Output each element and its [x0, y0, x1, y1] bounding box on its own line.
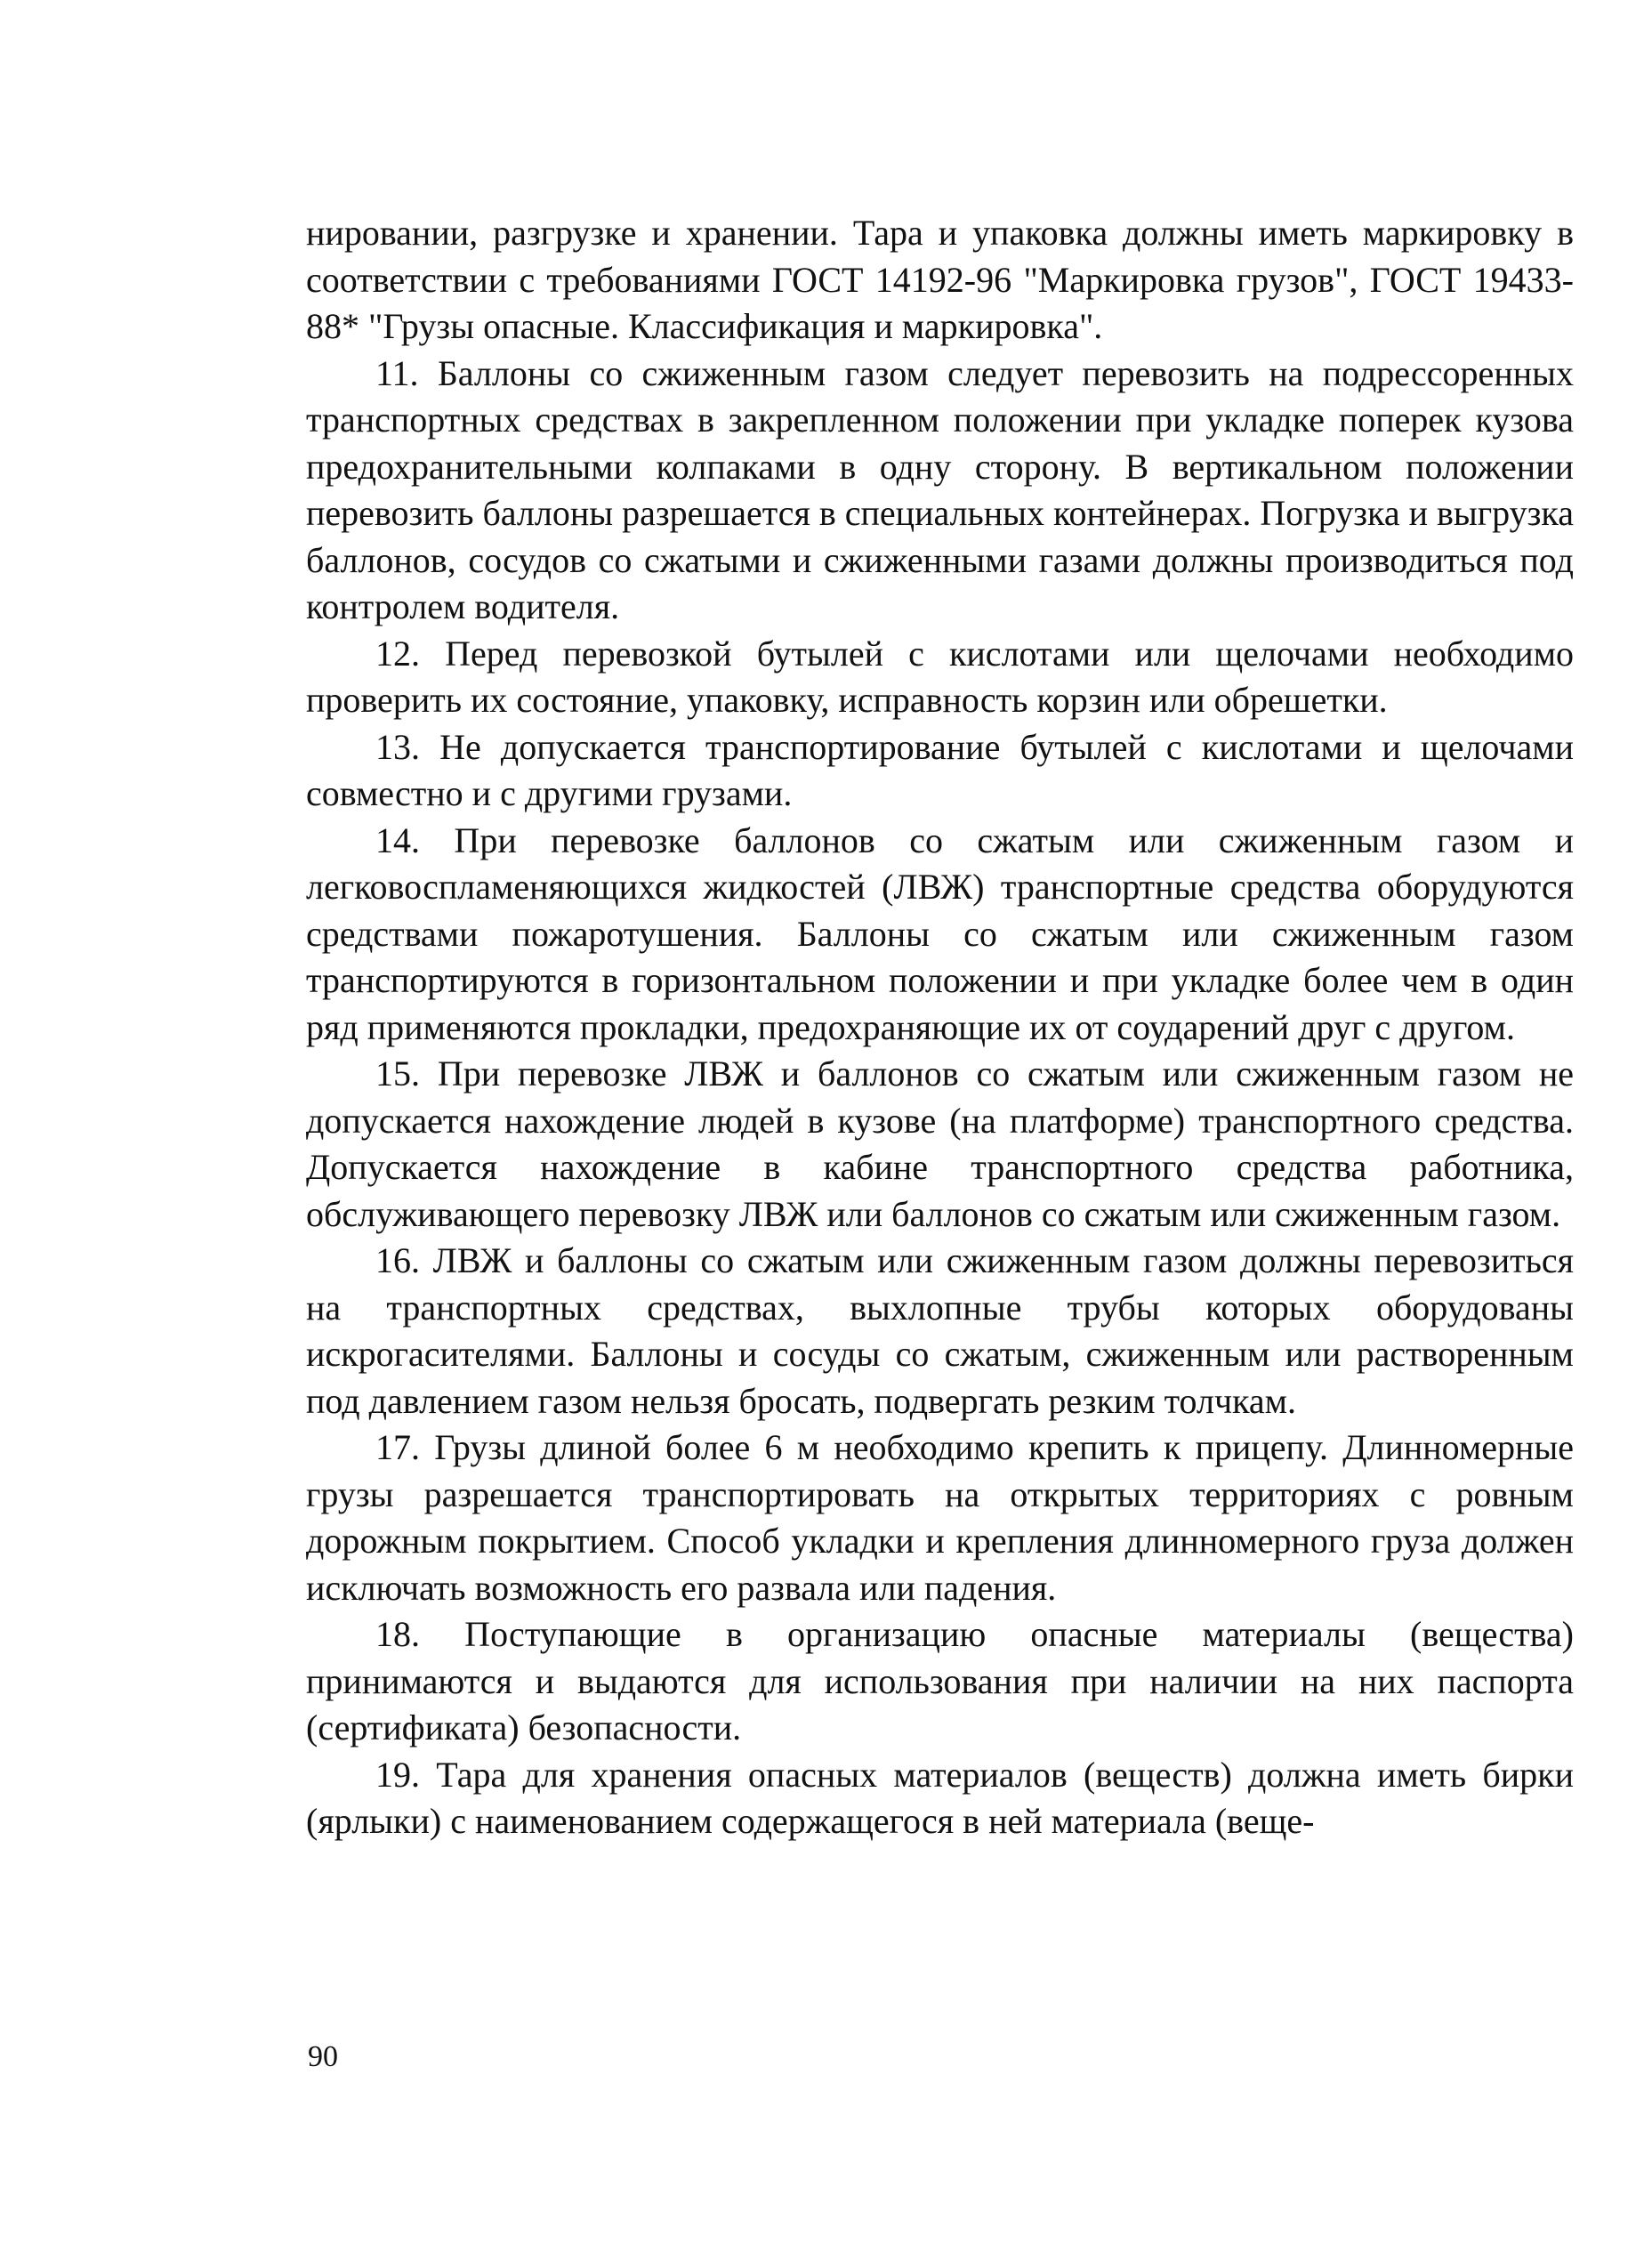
- paragraph-19: 19. Тара для хранения опасных материалов (веществ) должна иметь бирки (ярлыки) с наименованием содержащегося в ней материала (веще-: [306, 1754, 1574, 1841]
- paragraph-continuation: нировании, разгрузке и хранении. Тара и упаковка должны иметь маркировку в соответствии с требованиями ГОСТ 14192-96 "Маркировка грузов", ГОСТ 19433-88* "Грузы опасные. Классификация и маркировка".: [306, 213, 1574, 346]
- paragraph-17: 17. Грузы длиной более 6 м необходимо крепить к прицепу. Длинномерные грузы разрешается транспортировать на открытых территориях с ровным дорожным покрытием. Способ укладки и крепления длинномерного груза должен исключать возможность его развала или падения.: [306, 1427, 1574, 1608]
- page-number: 90: [308, 2040, 338, 2073]
- paragraph-18: 18. Поступающие в организацию опасные материалы (вещества) принимаются и выдаются для использования при наличии на них паспорта (сертификата) безопасности.: [306, 1614, 1574, 1747]
- body-text: [306, 210, 1574, 1845]
- paragraph-15: 15. При перевозке ЛВЖ и баллонов со сжатым или сжиженным газом не допускается нахождение людей в кузове (на платформе) транспортного средства. Допускается нахождение в кабине транспортного средства работника, обслуживающего перевозку ЛВЖ или баллонов со сжатым или сжиженным газом.: [306, 1053, 1574, 1234]
- paragraph-13: 13. Не допускается транспортирование бутылей с кислотами и щелочами совместно и с другими грузами.: [306, 726, 1574, 813]
- paragraph-14: 14. При перевозке баллонов со сжатым или сжиженным газом и легковоспламеняющихся жидкостей (ЛВЖ) транспортные средства оборудуются средствами пожаротушения. Баллоны со сжатым или сжиженным газом транспортируются в горизонтальном положении и при укладке более чем в один ряд применяются прокладки, предохраняющие их от соударений друг с другом.: [306, 819, 1574, 1047]
- paragraph-11: 11. Баллоны со сжиженным газом следует перевозить на подрессоренных транспортных средствах в закрепленном положении при укладке поперек кузова предохранительными колпаками в одну сторону. В вертикальном положении перевозить баллоны разрешается в специальных контейнерах. Погрузка и выгрузка баллонов, сосудов со сжатыми и сжиженными газами должны производиться под контролем водителя.: [306, 352, 1574, 626]
- paragraph-12: 12. Перед перевозкой бутылей с кислотами или щелочами необходимо проверить их состояние, упаковку, исправность корзин или обрешетки.: [306, 633, 1574, 720]
- paragraph-16: 16. ЛВЖ и баллоны со сжатым или сжиженным газом должны перевозиться на транспортных средствах, выхлопные трубы которых оборудованы искрогасителями. Баллоны и сосуды со сжатым, сжиженным или растворенным под давлением газом нельзя бросать, подвергать резким толчкам.: [306, 1240, 1574, 1421]
